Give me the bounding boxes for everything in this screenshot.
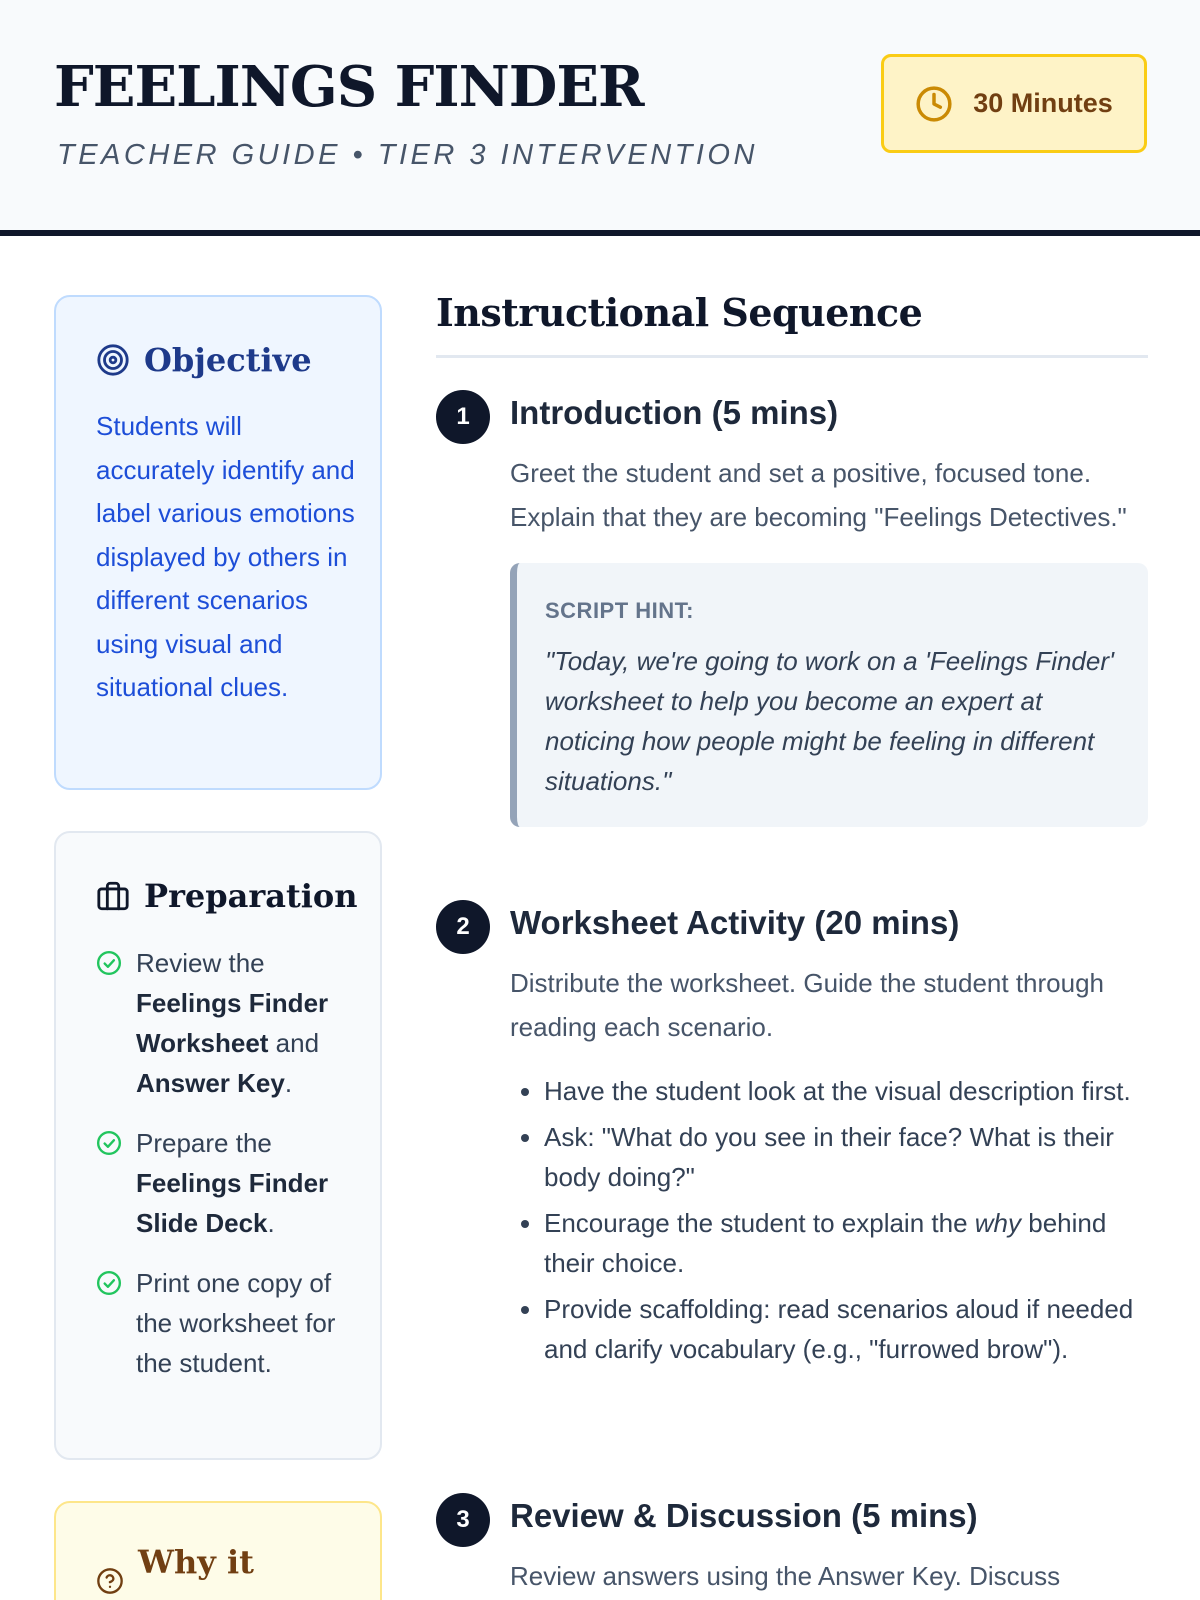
list-item: [96, 1263, 356, 1383]
clock-icon: [915, 85, 953, 123]
why-title: Why it: [138, 1543, 254, 1581]
objective-header: [96, 341, 312, 379]
page-header: [0, 0, 1200, 236]
preparation-title: Preparation: [144, 877, 358, 915]
why-card: [54, 1501, 382, 1600]
preparation-header: [96, 877, 358, 915]
step-bullets: [510, 1071, 1148, 1369]
instructional-sequence: [436, 290, 1148, 358]
step-number: 3: [436, 1493, 490, 1547]
list-item: [96, 943, 356, 1103]
step-body: [510, 1555, 1148, 1599]
step-text: Distribute the worksheet. Guide the student through reading each scenario.: [510, 968, 1105, 1042]
check-circle-icon: [96, 1270, 122, 1296]
objective-text: Students will accurately identify and label various emotions displayed by others in different scenarios using visual and situational clues.: [96, 411, 355, 702]
step-title: Introduction (5 mins): [510, 394, 839, 431]
section-title: Instructional Sequence: [436, 290, 1148, 358]
duration-label: 30 Minutes: [973, 88, 1113, 118]
step-text: Greet the student and set a positive, focused tone. Explain that they are becoming "Feelings Detectives.": [510, 458, 1127, 532]
check-circle-icon: [96, 1130, 122, 1156]
duration-badge: [881, 54, 1147, 153]
list-item: • Encourage the student to explain the why behind their choice.: [544, 1203, 1148, 1283]
script-hint: [510, 563, 1148, 827]
list-item-text: Print one copy of the worksheet for the student.: [136, 1268, 336, 1378]
step-body: [510, 452, 1148, 827]
list-item-text: Prepare the Feelings Finder Slide Deck.: [136, 1128, 329, 1238]
step-number: 2: [436, 900, 490, 954]
check-circle-icon: [96, 950, 122, 976]
page-subtitle: TEACHER GUIDE • TIER 3 INTERVENTION: [57, 139, 758, 171]
step-body: [510, 962, 1148, 1375]
list-item: • Ask: "What do you see in their face? What is their body doing?": [544, 1117, 1148, 1197]
list-item: • Have the student look at the visual description first.: [544, 1071, 1148, 1111]
list-item: • Provide scaffolding: read scenarios aloud if needed and clarify vocabulary (e.g., "furrowed brow").: [544, 1289, 1148, 1369]
step-title: Review & Discussion (5 mins): [510, 1497, 978, 1534]
list-item: [96, 1123, 356, 1243]
target-icon: [96, 343, 130, 377]
preparation-list: [96, 943, 356, 1403]
question-circle-icon: [96, 1567, 124, 1595]
script-hint-text: "Today, we're going to work on a 'Feelings Finder' worksheet to help you become an expert at noticing how people might be feeling in different situations.": [545, 645, 1114, 796]
step-text: Review answers using the Answer Key. Discuss: [510, 1561, 1061, 1591]
briefcase-icon: [96, 879, 130, 913]
preparation-card: [54, 831, 382, 1460]
why-header: [96, 1543, 254, 1581]
page-title: FEELINGS FINDER: [54, 54, 644, 120]
list-item-text: Review the Feelings Finder Worksheet and Answer Key.: [136, 948, 329, 1098]
script-hint-label: SCRIPT HINT:: [545, 598, 694, 623]
step-number: 1: [436, 390, 490, 444]
objective-card: [54, 295, 382, 790]
objective-title: Objective: [144, 341, 312, 379]
step-title: Worksheet Activity (20 mins): [510, 904, 960, 941]
